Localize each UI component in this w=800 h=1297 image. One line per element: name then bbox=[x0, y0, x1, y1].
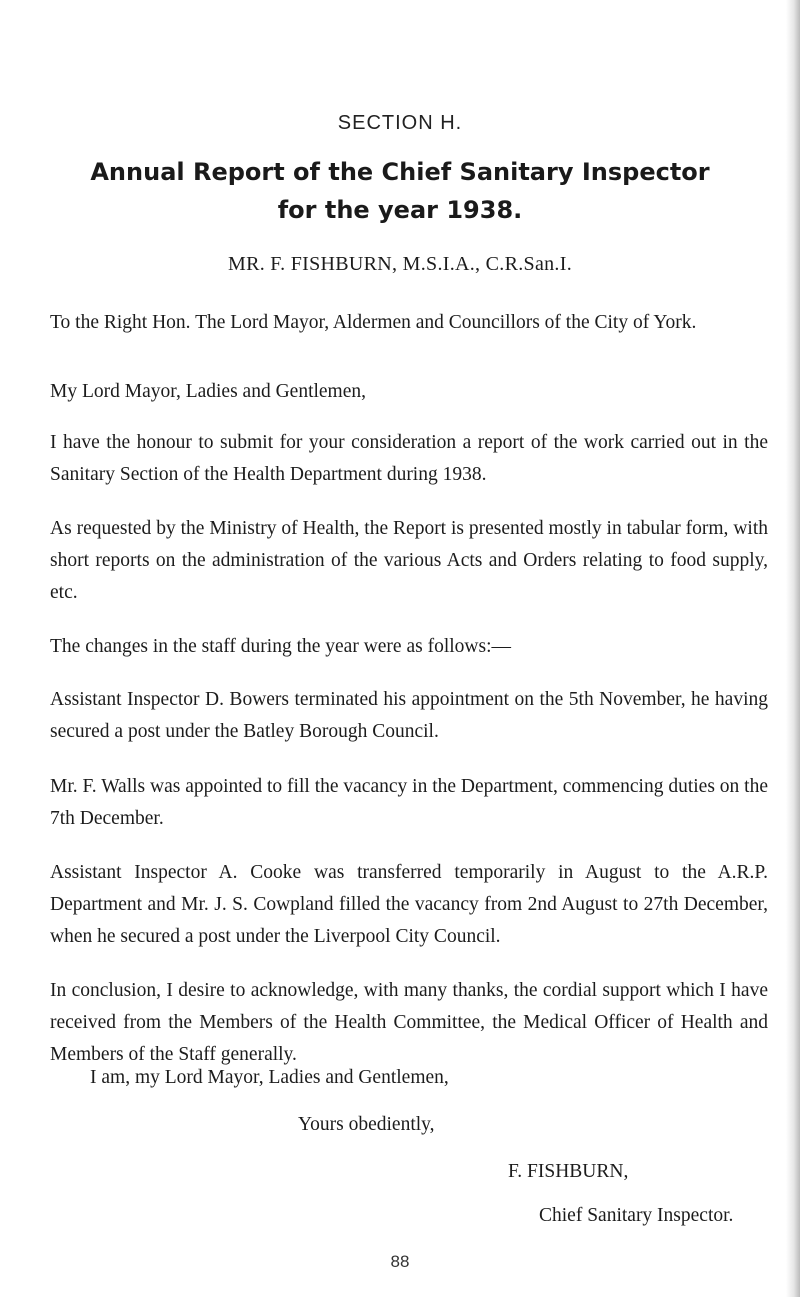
paragraph-3: The changes in the staff during the year were as follows:— bbox=[50, 636, 511, 657]
paragraph-7: In conclusion, I desire to acknowledge, with many thanks, the cordial support which I have received from the Members of the Health Committee, the Medical Officer of Health and Members of the Staff generally. bbox=[50, 980, 768, 1065]
page-number: 88 bbox=[390, 1252, 410, 1271]
paragraph-6: Assistant Inspector A. Cooke was transferred temporarily in August to the A.R.P. Department and Mr. J. S. Cowpland filled the vacancy from 2nd August to 27th December, when he secured a post under the Liverpool City Council. bbox=[50, 862, 768, 947]
section-heading: SECTION H. bbox=[337, 112, 463, 134]
signature-title: Chief Sanitary Inspector. bbox=[539, 1205, 734, 1226]
page-edge-shadow bbox=[786, 0, 800, 1297]
report-title-line-1: Annual Report of the Chief Sanitary Inspector bbox=[90, 158, 710, 186]
paragraph-1: I have the honour to submit for your consideration a report of the work carried out in the Sanitary Section of the Health Department during 1938. bbox=[50, 432, 768, 485]
report-title-line-2: for the year 1938. bbox=[277, 196, 523, 224]
signature-name: F. FISHBURN, bbox=[508, 1161, 629, 1182]
paragraph-5: Mr. F. Walls was appointed to fill the vacancy in the Department, commencing duties on the 7th December. bbox=[50, 776, 768, 829]
paragraph-4: Assistant Inspector D. Bowers terminated his appointment on the 5th November, he having secured a post under the Batley Borough Council. bbox=[50, 689, 768, 742]
inspector-name: MR. F. FISHBURN, M.S.I.A., C.R.San.I. bbox=[227, 253, 572, 275]
address-line: To the Right Hon. The Lord Mayor, Aldermen and Councillors of the City of York. bbox=[50, 312, 697, 333]
paragraph-2: As requested by the Ministry of Health, the Report is presented mostly in tabular form, with short reports on the administration of the various Acts and Orders relating to food supply, etc. bbox=[50, 518, 768, 603]
valediction: Yours obediently, bbox=[298, 1114, 435, 1135]
salutation: My Lord Mayor, Ladies and Gentlemen, bbox=[50, 381, 367, 402]
closing-line: I am, my Lord Mayor, Ladies and Gentlemen, bbox=[90, 1067, 449, 1088]
